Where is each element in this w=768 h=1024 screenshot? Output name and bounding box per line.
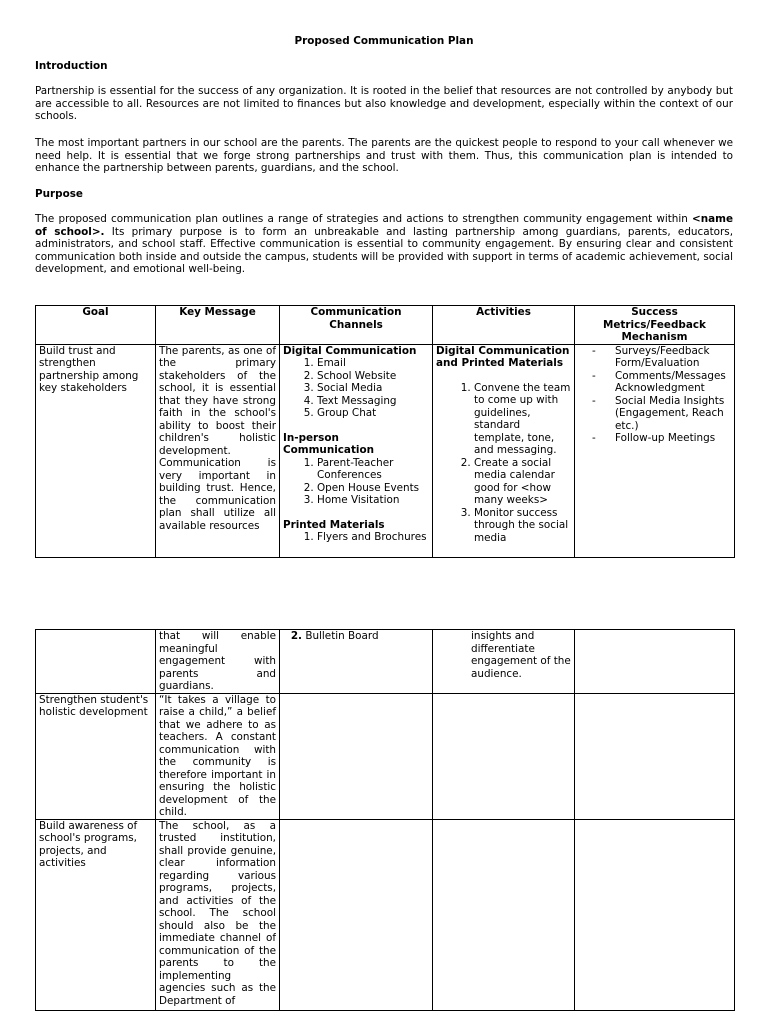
key-message-text: The school, as a trusted institution, shall provide genuine, clear information regarding various programs, projects, and activities of the school. The school should also be the immediate channel of communication of the parents to the implementing agencies such as the Department of [159,819,276,1007]
list-item: - Social Media Insights (Engagement, Reach etc.) [578,395,731,433]
metrics-cell [575,693,735,819]
list-item: 1. Flyers and Brochures [317,531,429,544]
digital-communication-heading: Digital Communication [283,344,417,357]
key-message-cell [156,819,280,1010]
metrics-list [578,345,731,445]
key-message-text: The parents, as one of the primary stakeholders of the school, it is essential that they have strong faith in the school's ability to boost their children's holistic development. Communication is very important in building trust. Hence, the communication plan shall utilize all available resources [159,344,276,532]
list-item: 2. Open House Events [317,482,429,495]
key-message-cell: “It takes a village to raise a child,” a belief that we adhere to as teachers. A constant communication with the community is therefore important in ensuring the holistic development of the child. [156,693,280,819]
table-row [36,819,735,1010]
list-item: - Follow-up Meetings [578,432,731,445]
list-item: - Surveys/Feedback Form/Evaluation [578,345,731,370]
table-row [36,630,735,694]
list-item: 1. Parent-Teacher Conferences [317,457,429,482]
list-item: 4. Text Messaging [317,395,429,408]
list-item: 3. Monitor success through the social media [474,507,571,545]
goal-cell: Strengthen student's holistic development [36,693,156,819]
in-person-channel-list [283,457,429,507]
table-row [36,693,735,819]
channels-cell [280,693,433,819]
activities-cell [433,630,575,694]
purpose-heading: Purpose [35,188,83,200]
communication-plan-table [35,305,735,558]
printed-materials-heading: Printed Materials [283,518,385,531]
channels-cell [280,630,433,694]
activities-heading: Digital Communication and Printed Materials [436,344,570,369]
school-name-placeholder: <name of school>. [35,213,733,238]
printed-materials-list [283,531,429,544]
metrics-cell [575,344,735,557]
document-title: Proposed Communication Plan [294,35,474,47]
activities-continued-text: insights and differentiate engagement of the audience. [471,630,571,680]
activities-cell [433,344,575,557]
goal-cell: Build trust and strengthen partnership among key stakeholders [36,344,156,557]
introduction-paragraph-1: Partnership is essential for the success of any organization. It is rooted in the belief that resources are not controlled by anybody but are accessible to all. Resources are not limited to finances but also knowledge and development, especially within the context of our schools. [35,85,733,122]
list-item: 3. Social Media [317,382,429,395]
header-communication-channels: Communication Channels [280,306,433,345]
list-item: 5. Group Chat [317,407,429,420]
metrics-cell [575,819,735,1010]
channels-cell [280,819,433,1010]
channel-number: 2. [290,630,302,642]
channel-item: Bulletin Board [305,630,379,642]
activities-list [436,382,571,545]
purpose-text-start: The proposed communication plan outlines a range of strategies and actions to strengthen community engagement within [35,213,692,225]
metrics-cell [575,630,735,694]
digital-channel-list [283,357,429,420]
introduction-paragraph-2: The most important partners in our school are the parents. The parents are the quickest people to respond to your call whenever we need help. It is essential that we forge strong partnerships and trust with them. Thus, this communication plan is intended to enhance the partnership between parents, guardians, and the school. [35,137,733,174]
header-goal: Goal [36,306,156,345]
list-item: 3. Home Visitation [317,494,429,507]
list-item: 2. School Website [317,370,429,383]
in-person-communication-heading: In-person Communication [283,431,375,456]
list-item: 1. Email [317,357,429,370]
header-success-metrics: Success Metrics/Feedback Mechanism [575,306,735,345]
header-key-message: Key Message [156,306,280,345]
activities-cell [433,819,575,1010]
channels-cell [280,344,433,557]
table-header-row [36,306,735,345]
communication-plan-table-continued [35,629,735,1011]
list-item: 1. Convene the team to come up with guidelines, standard template, tone, and messaging. [474,382,571,457]
activities-cell [433,693,575,819]
goal-cell: Build awareness of school's programs, projects, and activities [36,819,156,1010]
introduction-heading: Introduction [35,60,108,72]
header-activities: Activities [433,306,575,345]
key-message-cell [156,344,280,557]
goal-cell [36,630,156,694]
key-message-cell: that will enable meaningful engagement with parents and guardians. [156,630,280,694]
purpose-text-end: Its primary purpose is to form an unbreakable and lasting partnership among guardians, parents, educators, administrators, and school staff. Effective communication is essential to community engagement. By ensuring clear and consistent communication both inside and outside the campus, students will be provided with support in terms of academic achievement, social development, and emotional well-being. [35,225,734,275]
purpose-paragraph [35,213,733,276]
list-item: - Comments/Messages Acknowledgment [578,370,731,395]
table-row [36,344,735,557]
list-item: 2. Create a social media calendar good for <how many weeks> [474,457,571,507]
